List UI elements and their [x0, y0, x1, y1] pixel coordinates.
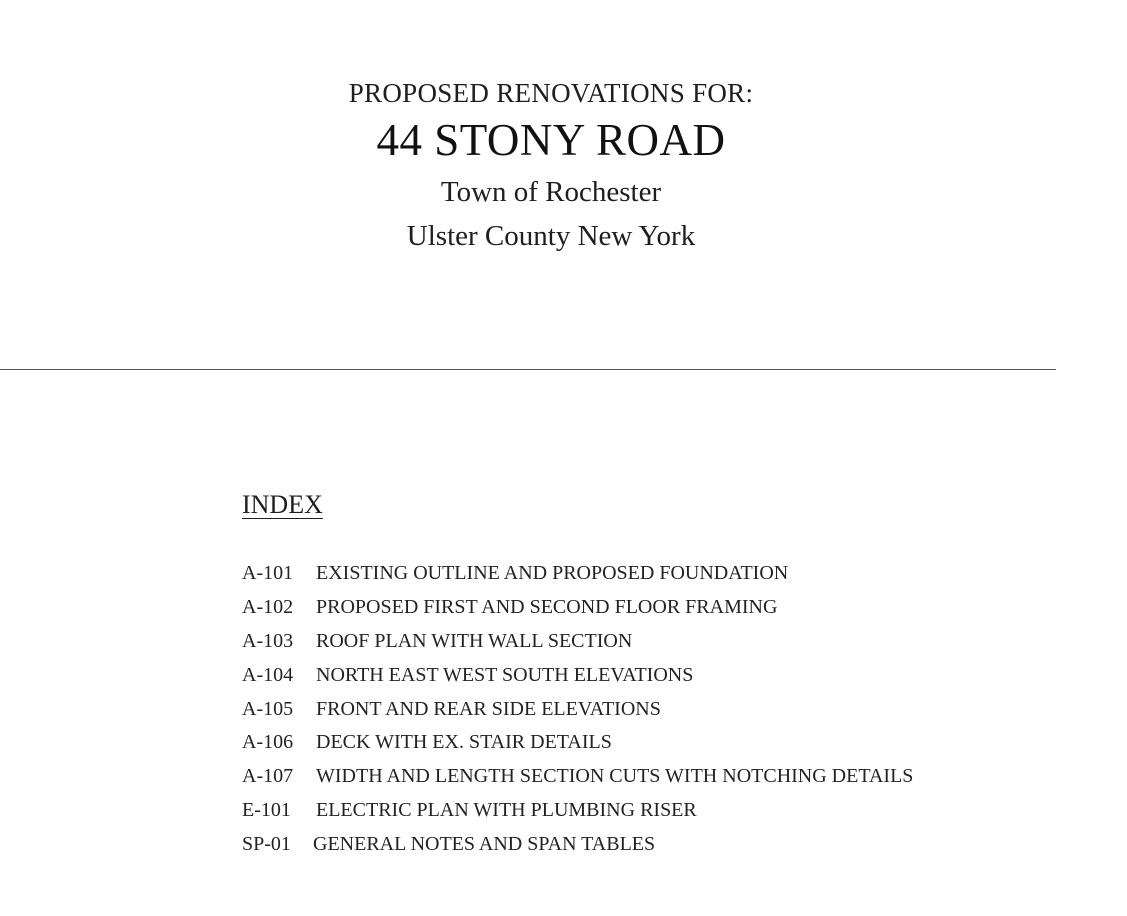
index-item — [242, 764, 913, 798]
index-list — [242, 561, 913, 866]
sheet-description: WIDTH AND LENGTH SECTION CUTS WITH NOTCHING DETAILS — [316, 765, 914, 788]
index-item — [242, 832, 913, 866]
index-item — [242, 798, 913, 832]
project-subtitle: PROPOSED RENOVATIONS FOR: — [348, 78, 754, 108]
sheet-code: A-102 — [242, 595, 294, 618]
sheet-code: A-105 — [242, 697, 294, 720]
index-item — [242, 595, 913, 629]
sheet-description: DECK WITH EX. STAIR DETAILS — [316, 731, 612, 754]
sheet-code: A-104 — [242, 663, 294, 686]
horizontal-divider — [0, 369, 1056, 370]
sheet-code: SP-01 — [242, 833, 291, 856]
project-town: Town of Rochester — [440, 176, 662, 208]
sheet-description: NORTH EAST WEST SOUTH ELEVATIONS — [316, 663, 694, 686]
index-item — [242, 697, 913, 731]
index-item — [242, 561, 913, 595]
sheet-code: A-103 — [242, 629, 294, 652]
sheet-code: A-106 — [242, 731, 294, 754]
sheet-description: ROOF PLAN WITH WALL SECTION — [316, 629, 633, 652]
sheet-description: FRONT AND REAR SIDE ELEVATIONS — [316, 697, 661, 720]
sheet-code: A-101 — [242, 562, 294, 584]
project-title: 44 STONY ROAD — [376, 115, 726, 165]
sheet-code: E-101 — [242, 799, 291, 822]
sheet-description: ELECTRIC PLAN WITH PLUMBING RISER — [316, 799, 697, 822]
index-heading: INDEX — [242, 490, 323, 519]
sheet-description: PROPOSED FIRST AND SECOND FLOOR FRAMING — [316, 595, 778, 618]
sheet-description: EXISTING OUTLINE AND PROPOSED FOUNDATION — [316, 562, 789, 584]
sheet-code: A-107 — [242, 765, 294, 788]
index-item — [242, 730, 913, 764]
index-item — [242, 629, 913, 663]
sheet-description: GENERAL NOTES AND SPAN TABLES — [313, 833, 656, 856]
index-item — [242, 663, 913, 697]
project-county: Ulster County New York — [406, 220, 696, 252]
